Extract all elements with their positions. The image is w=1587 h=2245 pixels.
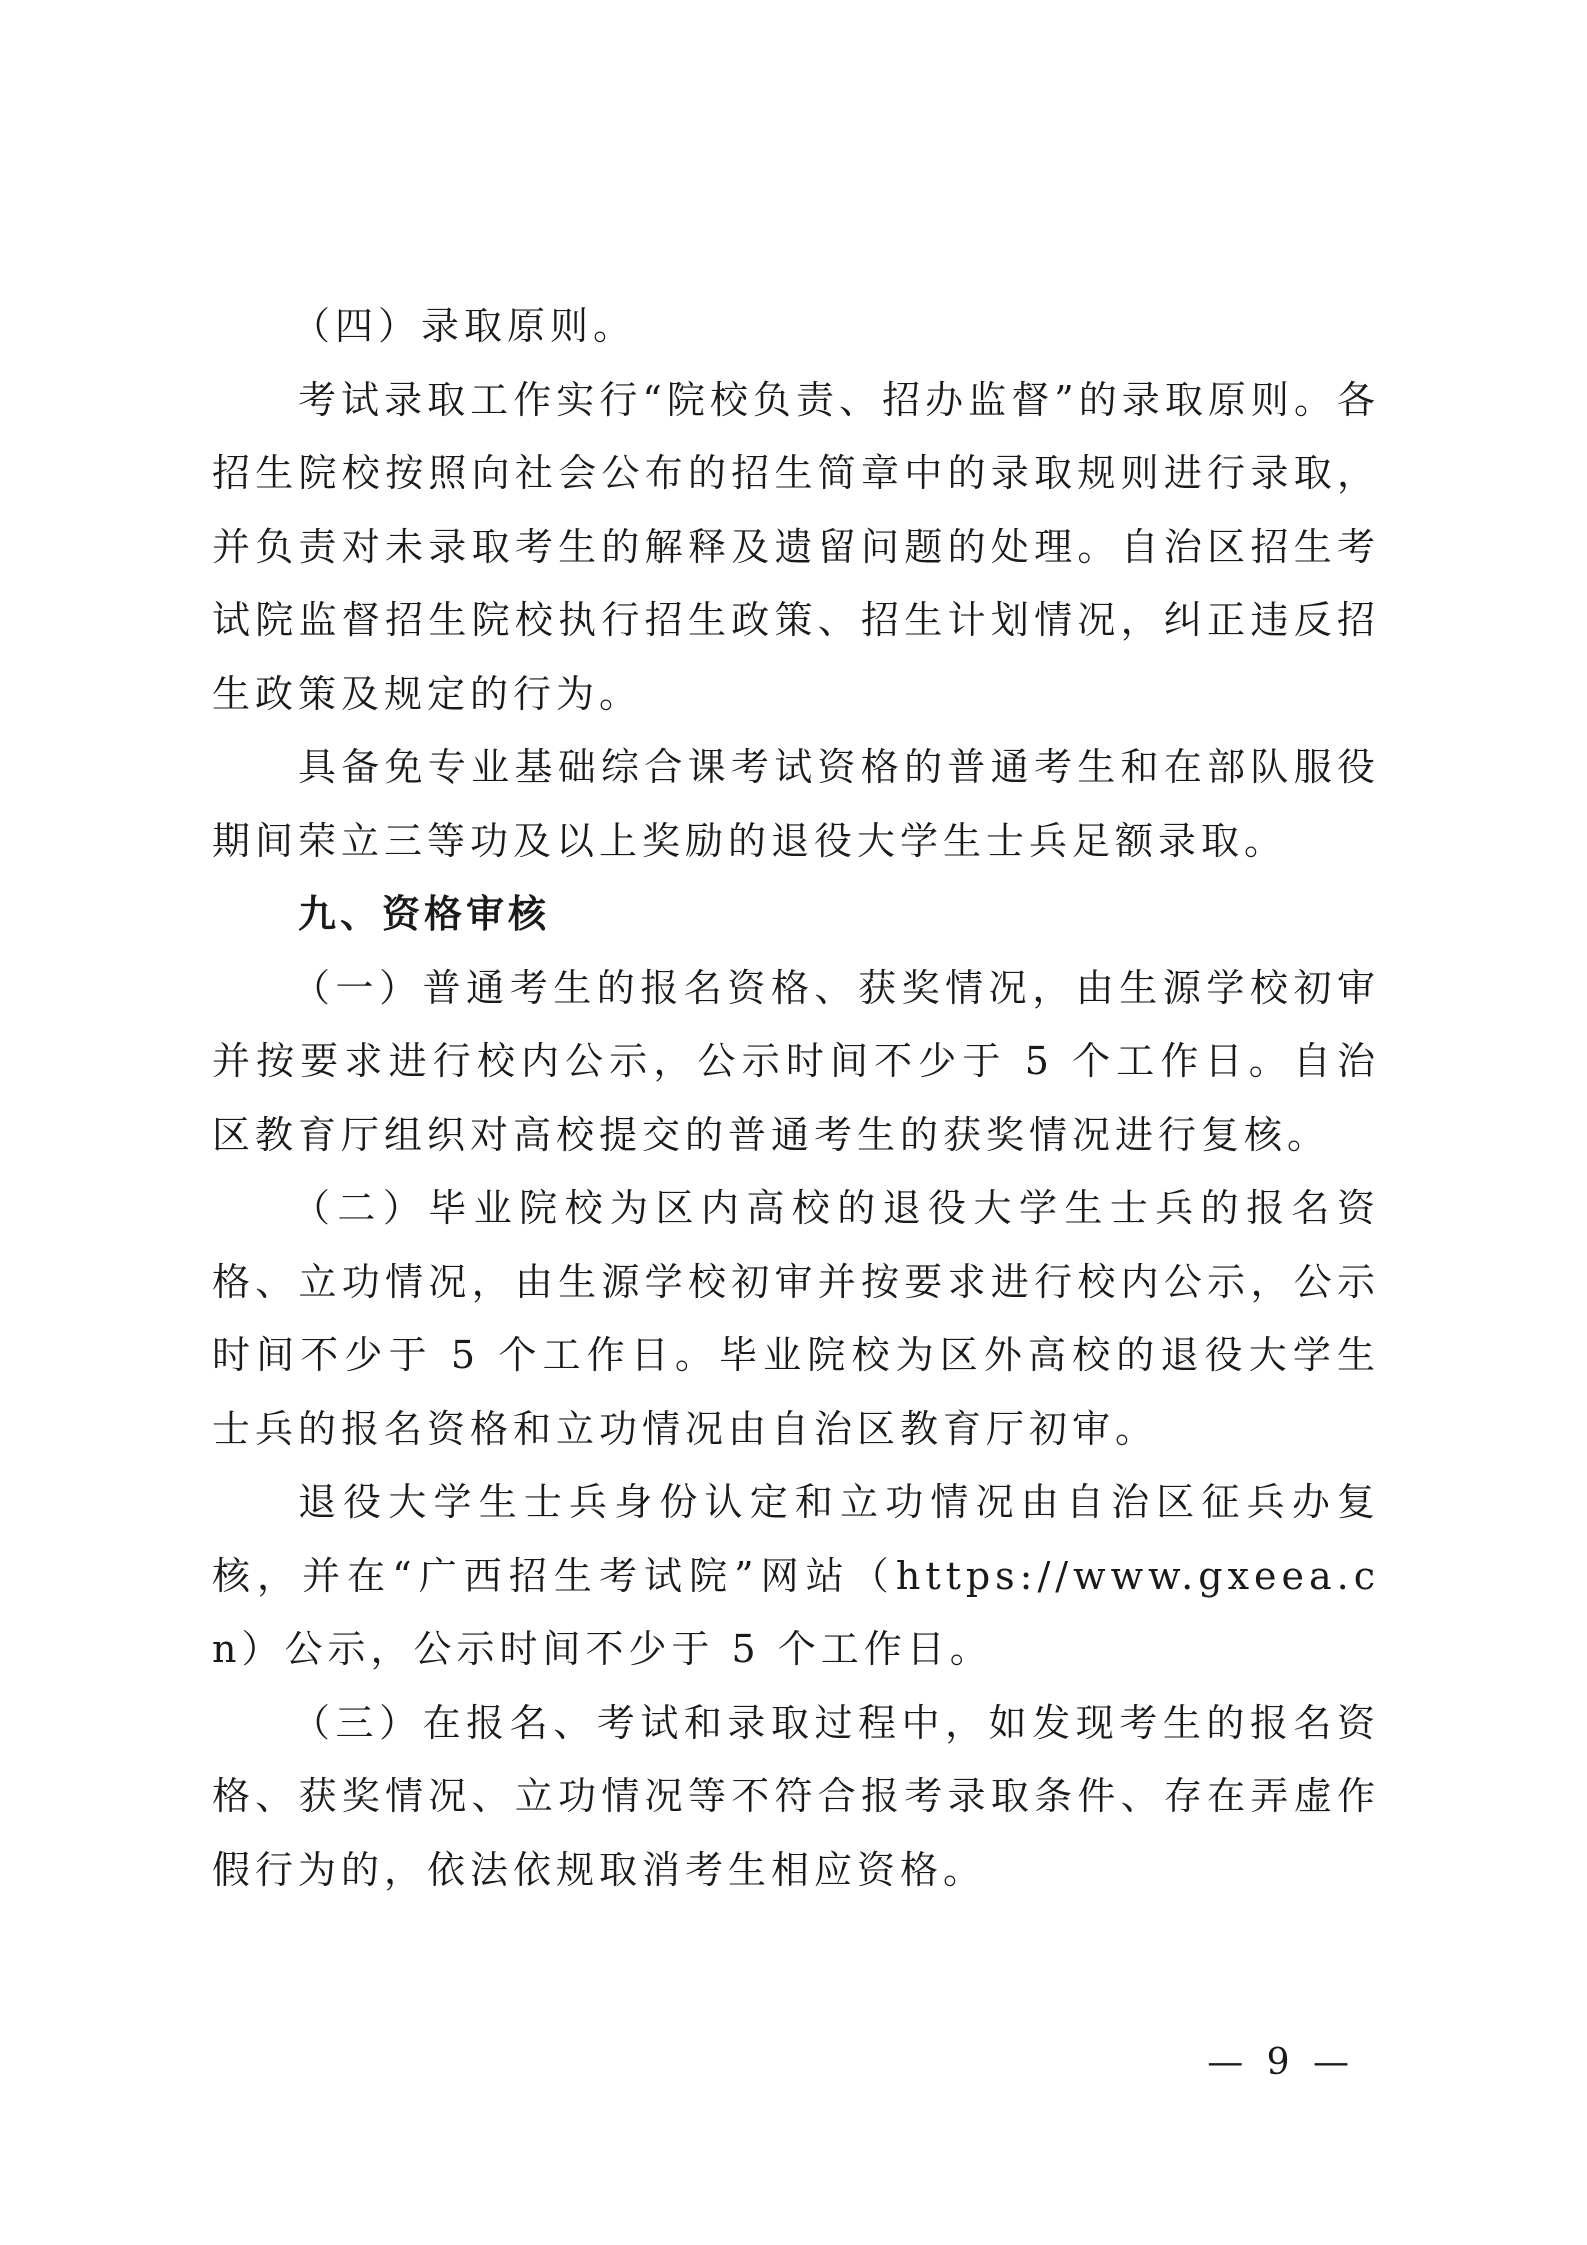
document-body [212, 290, 1380, 1907]
section-9-heading: 九、资格审核 [298, 892, 551, 936]
review-item-1-paragraph: （一）普通考生的报名资格、获奖情况，由生源学校初审并按要求进行校内公示，公示时间不少于 5 个工作日。自治区教育厅组织对高校提交的普通考生的获奖情况进行复核。 [212, 965, 1380, 1157]
section-4-title: （四）录取原则。 [292, 304, 637, 348]
review-item-3-paragraph: （三）在报名、考试和录取过程中，如发现考生的报名资格、获奖情况、立功情况等不符合报考录取条件、存在弄虚作假行为的，依法依规取消考生相应资格。 [212, 1700, 1380, 1892]
page-number: — 9 — [1207, 2042, 1355, 2083]
full-admission-paragraph: 具备免专业基础综合课考试资格的普通考生和在部队服役期间荣立三等功及以上奖励的退役大学生士兵足额录取。 [212, 745, 1380, 863]
review-item-2-paragraph: （二）毕业院校为区内高校的退役大学生士兵的报名资格、立功情况，由生源学校初审并按要求进行校内公示，公示时间不少于 5 个工作日。毕业院校为区外高校的退役大学生士兵的报名资格和立功情况由自治区教育厅初审。 [212, 1186, 1380, 1451]
veteran-verification-paragraph: 退役大学生士兵身份认定和立功情况由自治区征兵办复核，并在“广西招生考试院”网站（https://www.gxeea.cn）公示，公示时间不少于 5 个工作日。 [212, 1480, 1380, 1671]
admission-principle-paragraph: 考试录取工作实行“院校负责、招办监督”的录取原则。各招生院校按照向社会公布的招生简章中的录取规则进行录取，并负责对未录取考生的解释及遗留问题的处理。自治区招生考试院监督招生院校执行招生政策、招生计划情况，纠正违反招生政策及规定的行为。 [212, 377, 1380, 716]
